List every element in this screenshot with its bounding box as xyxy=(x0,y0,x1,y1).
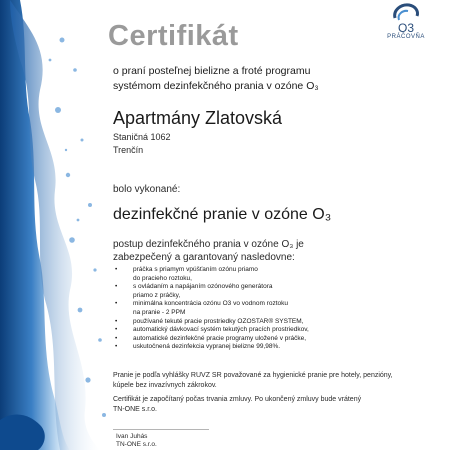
feature-item xyxy=(113,275,413,284)
logo-subtext: PRÁČOVŇA xyxy=(387,34,425,40)
company-address xyxy=(113,131,171,157)
signature-block xyxy=(116,433,157,449)
note-line: Pranie je podľa vyhlášky RUVZ SR považované za hygienické pranie pre hotely, penzióny, xyxy=(113,372,393,379)
feature-item xyxy=(113,318,413,327)
note-line: kúpele bez invazívnych zákrokov. xyxy=(113,382,217,389)
o3-logo xyxy=(378,2,434,46)
note-line: TN-ONE s.r.o. xyxy=(113,406,157,413)
feature-text: uskutočnená dezinfekcia vypranej bielizne 99,98%. xyxy=(133,343,281,351)
feature-text: automatický dávkovací systém tekutých pracích prostriedkov, xyxy=(133,326,309,334)
address-city: Trenčín xyxy=(113,145,144,155)
process-line: postup dezinfekčného prania v ozóne O₃ je xyxy=(113,239,304,250)
bullet-icon: • xyxy=(115,300,118,308)
feature-item xyxy=(113,326,413,335)
feature-text: práčka s priamym vpúšťaním ozónu priamo xyxy=(133,266,258,273)
bullet-icon: • xyxy=(115,266,118,273)
feature-item xyxy=(113,266,413,275)
subtitle-line: o praní posteľnej bielizne a froté programu xyxy=(113,65,311,77)
certificate-subtitle xyxy=(113,64,373,94)
feature-item xyxy=(113,300,413,309)
bullet-icon: • xyxy=(115,334,118,342)
feature-item xyxy=(113,283,413,292)
note-line: Certifikát je započítaný počas trvania zmluvy. Po ukončený zmluvy bude vrátený xyxy=(113,396,362,403)
signer-name: Ivan Juhás xyxy=(116,433,148,440)
hygiene-note xyxy=(113,371,413,391)
feature-item xyxy=(113,335,413,344)
performed-label: bolo vykonané: xyxy=(113,184,181,195)
service-heading: dezinfekčné pranie v ozóne O₃ xyxy=(113,206,332,223)
logo-text: O3 xyxy=(397,21,414,35)
address-street: Staničná 1062 xyxy=(113,132,171,142)
feature-text: na pranie - 2 PPM xyxy=(133,308,186,316)
process-line: zabezpečený a garantovaný nasledovne: xyxy=(113,252,295,263)
feature-item xyxy=(113,292,413,301)
feature-text: priamo z práčky, xyxy=(133,291,181,299)
company-name: Apartmány Zlatovská xyxy=(113,108,283,128)
bullet-icon: • xyxy=(115,283,118,291)
feature-text: používané tekuté pracie prostriedky OZOSTAR® SYSTEM, xyxy=(133,317,304,325)
feature-text: do pracieho roztoku, xyxy=(133,274,192,282)
bullet-icon: • xyxy=(115,343,118,351)
bullet-icon: • xyxy=(115,317,118,325)
feature-item xyxy=(113,343,413,352)
process-intro xyxy=(113,238,383,264)
bullet-icon: • xyxy=(115,326,118,334)
validity-note xyxy=(113,395,413,415)
subtitle-line: systémom dezinfekčného prania v ozóne O₃ xyxy=(113,80,319,92)
feature-item xyxy=(113,309,413,318)
feature-text: automatické dezinfekčné pracie programy uložené v práčke, xyxy=(133,334,307,342)
water-splash-image xyxy=(0,0,112,450)
feature-text: minimálna koncentrácia ozónu O3 vo vodnom roztoku xyxy=(133,300,288,308)
signer-company: TN-ONE s.r.o. xyxy=(116,441,157,448)
feature-text: s ovládaním a napájaním ozónového generátora xyxy=(133,283,273,291)
signature-line xyxy=(113,429,209,430)
certificate-title: Certifikát xyxy=(108,20,239,52)
feature-list xyxy=(113,266,413,352)
